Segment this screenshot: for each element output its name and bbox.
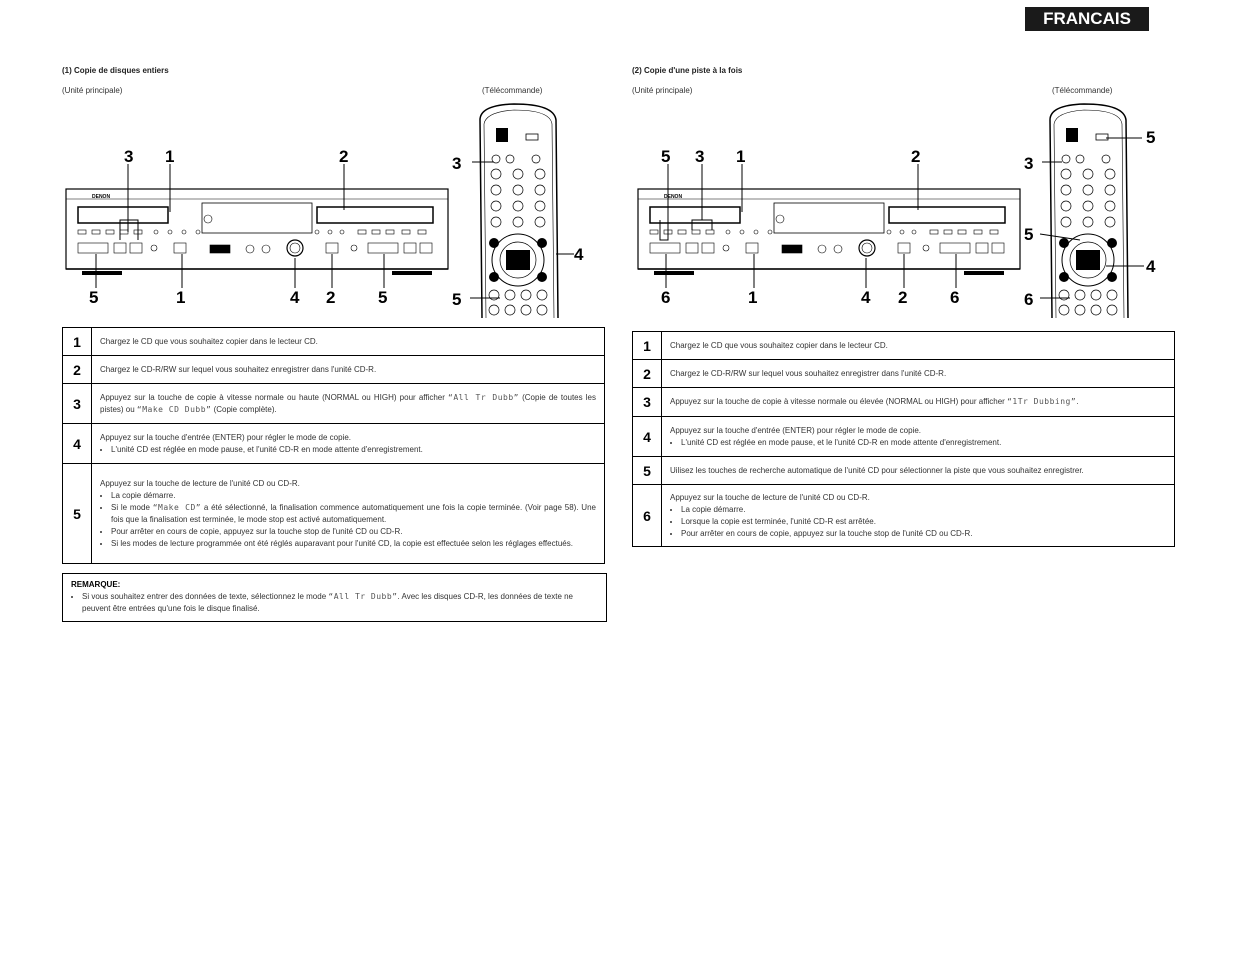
step-text: Appuyez sur la touche de lecture de l'unité CD ou CD-R. • La copie démarre. • Si le mode “Make CD” a été sélectionné, la finalisation commence automatiquement une fois la copie terminée. (Voir page 58). Une fois que la finalisation est terminée, le mode stop est activé automatiquement. • Pour arrêter en cours de copie, appuyez sur la touche stop de l'unité CD ou CD-R. • Si les modes de lecture programmée ont été réglés auparavant pour l'unité CD, la copie est effectuée selon les réglages effectués. <box>92 464 605 564</box>
note-box <box>62 573 607 622</box>
brand-logo: DENON <box>92 194 111 200</box>
callout-5-bottom-b: 5 <box>378 288 388 307</box>
list-item: • La copie démarre. <box>681 504 1166 516</box>
list-item: • Si le mode “Make CD” a été sélectionné, la finalisation commence automatiquement une fois la copie terminée. (Voir page 58). Une fois que la finalisation est terminée, le mode stop est activé automatiquement. <box>111 502 596 526</box>
list-item: • Pour arrêter en cours de copie, appuyez sur la touche stop de l'unité CD ou CD-R. <box>681 528 1166 540</box>
callout-1-bottom: 1 <box>748 288 758 307</box>
callout-1-top: 1 <box>165 147 175 166</box>
step-number: 2 <box>633 360 662 388</box>
table-row <box>633 332 1175 360</box>
step-number: 5 <box>633 457 662 485</box>
table-row <box>633 485 1175 547</box>
steps-table-left <box>62 327 605 564</box>
step-number: 1 <box>63 328 92 356</box>
table-row <box>63 356 605 384</box>
list-item: • Pour arrêter en cours de copie, appuyez sur la touche stop de l'unité CD ou CD-R. <box>111 526 596 538</box>
step-text: Uilisez les touches de recherche automatique de l'unité CD pour sélectionner la piste que vous souhaitez enregistrer. <box>662 457 1175 485</box>
lcd-text: “Make CD Dubb” <box>136 404 212 414</box>
callout-1-top: 1 <box>736 147 746 166</box>
step-text: Appuyez sur la touche de lecture de l'unité CD ou CD-R. • La copie démarre. • Lorsque la copie est terminée, l'unité CD-R est arrêtée. • Pour arrêter en cours de copie, appuyez sur la touche stop de l'unité CD ou CD-R. <box>662 485 1175 547</box>
callout-3-remote: 3 <box>1024 154 1034 173</box>
lcd-text: “All Tr Dubb” <box>448 392 519 402</box>
table-row <box>633 388 1175 417</box>
step-number: 5 <box>63 464 92 564</box>
step-number: 1 <box>633 332 662 360</box>
callout-6-bottom-a: 6 <box>661 288 671 307</box>
callout-lines-left <box>60 150 600 300</box>
table-row <box>633 417 1175 457</box>
list-item: • L'unité CD est réglée en mode pause, et le l'unité CD-R en mode attente d'enregistrement. <box>681 437 1166 449</box>
caption-remote-right: (Télécommande) <box>1052 86 1113 95</box>
table-row <box>63 328 605 356</box>
list-item: • L'unité CD est réglée en mode pause, et l'unité CD-R en mode attente d'enregistrement. <box>111 444 596 456</box>
list-item: • Lorsque la copie est terminée, l'unité CD-R est arrêtée. <box>681 516 1166 528</box>
table-row <box>63 384 605 424</box>
step-number: 4 <box>63 424 92 464</box>
callout-6-remote: 6 <box>1024 290 1034 309</box>
lcd-text: “1Tr Dubbing” <box>1007 397 1077 406</box>
step-text: Appuyez sur la touche d'entrée (ENTER) pour régler le mode de copie. • L'unité CD est réglée en mode pause, et le l'unité CD-R en mode attente d'enregistrement. <box>662 417 1175 457</box>
caption-remote-left: (Télécommande) <box>482 86 543 95</box>
note-header: REMARQUE: <box>71 580 121 589</box>
step-text: Chargez le CD-R/RW sur lequel vous souhaitez enregistrer dans l'unité CD-R. <box>662 360 1175 388</box>
table-row <box>63 464 605 564</box>
callout-5-bottom-a: 5 <box>89 288 99 307</box>
table-row <box>633 457 1175 485</box>
caption-main-right: (Unité principale) <box>632 86 693 95</box>
callout-4-bottom: 4 <box>861 288 871 307</box>
step-text: Appuyez sur la touche de copie à vitesse normale ou haute (NORMAL ou HIGH) pour afficher “All Tr Dubb” (Copie de toutes les pistes) ou “Make CD Dubb” (Copie complète). <box>92 384 605 424</box>
language-tab: FRANCAIS <box>1025 7 1149 31</box>
note-text: • Si vous souhaitez entrer des données de texte, sélectionnez le mode “All Tr Dubb”. Avec les disques CD-R, les données de texte ne peuvent être entrées qu'une fois le disque finalisé. <box>82 591 598 615</box>
step-number: 6 <box>633 485 662 547</box>
callout-5-remote-mid: 5 <box>1024 225 1034 244</box>
list-item: • Si les modes de lecture programmée ont été réglés auparavant pour l'unité CD, la copie est effectuée selon les réglages effectués. <box>111 538 596 550</box>
callout-4-remote: 4 <box>574 245 584 264</box>
lcd-text: “All Tr Dubb” <box>328 592 398 601</box>
callout-6-bottom-b: 6 <box>950 288 960 307</box>
callout-1-bottom: 1 <box>176 288 186 307</box>
step-text: Chargez le CD que vous souhaitez copier dans le lecteur CD. <box>92 328 605 356</box>
caption-main-left: (Unité principale) <box>62 86 123 95</box>
callout-3-top: 3 <box>124 147 134 166</box>
callout-2-bottom: 2 <box>326 288 336 307</box>
step-number: 3 <box>63 384 92 424</box>
callout-2-top: 2 <box>339 147 349 166</box>
step-number: 4 <box>633 417 662 457</box>
callout-5-remote-top: 5 <box>1146 128 1156 147</box>
callout-2-bottom: 2 <box>898 288 908 307</box>
callout-2-top: 2 <box>911 147 921 166</box>
step-number: 2 <box>63 356 92 384</box>
callout-3-remote: 3 <box>452 154 462 173</box>
callout-4-remote: 4 <box>1146 257 1156 276</box>
step-text: Chargez le CD que vous souhaitez copier dans le lecteur CD. <box>662 332 1175 360</box>
callout-3-top: 3 <box>695 147 705 166</box>
lcd-text: “Make CD” <box>152 502 202 512</box>
callout-lines-right <box>630 130 1170 300</box>
step-number: 3 <box>633 388 662 417</box>
table-row <box>63 424 605 464</box>
step-text: Chargez le CD-R/RW sur lequel vous souhaitez enregistrer dans l'unité CD-R. <box>92 356 605 384</box>
callout-5-top: 5 <box>661 147 671 166</box>
step-text: Appuyez sur la touche d'entrée (ENTER) pour régler le mode de copie. • L'unité CD est réglée en mode pause, et l'unité CD-R en mode attente d'enregistrement. <box>92 424 605 464</box>
steps-table-right <box>632 331 1175 547</box>
section-title-right: (2) Copie d'une piste à la fois <box>632 66 743 75</box>
list-item: • La copie démarre. <box>111 490 596 502</box>
callout-5-remote: 5 <box>452 290 462 309</box>
table-row <box>633 360 1175 388</box>
section-title-left: (1) Copie de disques entiers <box>62 66 169 75</box>
brand-logo: DENON <box>664 194 683 200</box>
step-text: Appuyez sur la touche de copie à vitesse normale ou élevée (NORMAL ou HIGH) pour afficher “1Tr Dubbing”. <box>662 388 1175 417</box>
callout-4-bottom: 4 <box>290 288 300 307</box>
